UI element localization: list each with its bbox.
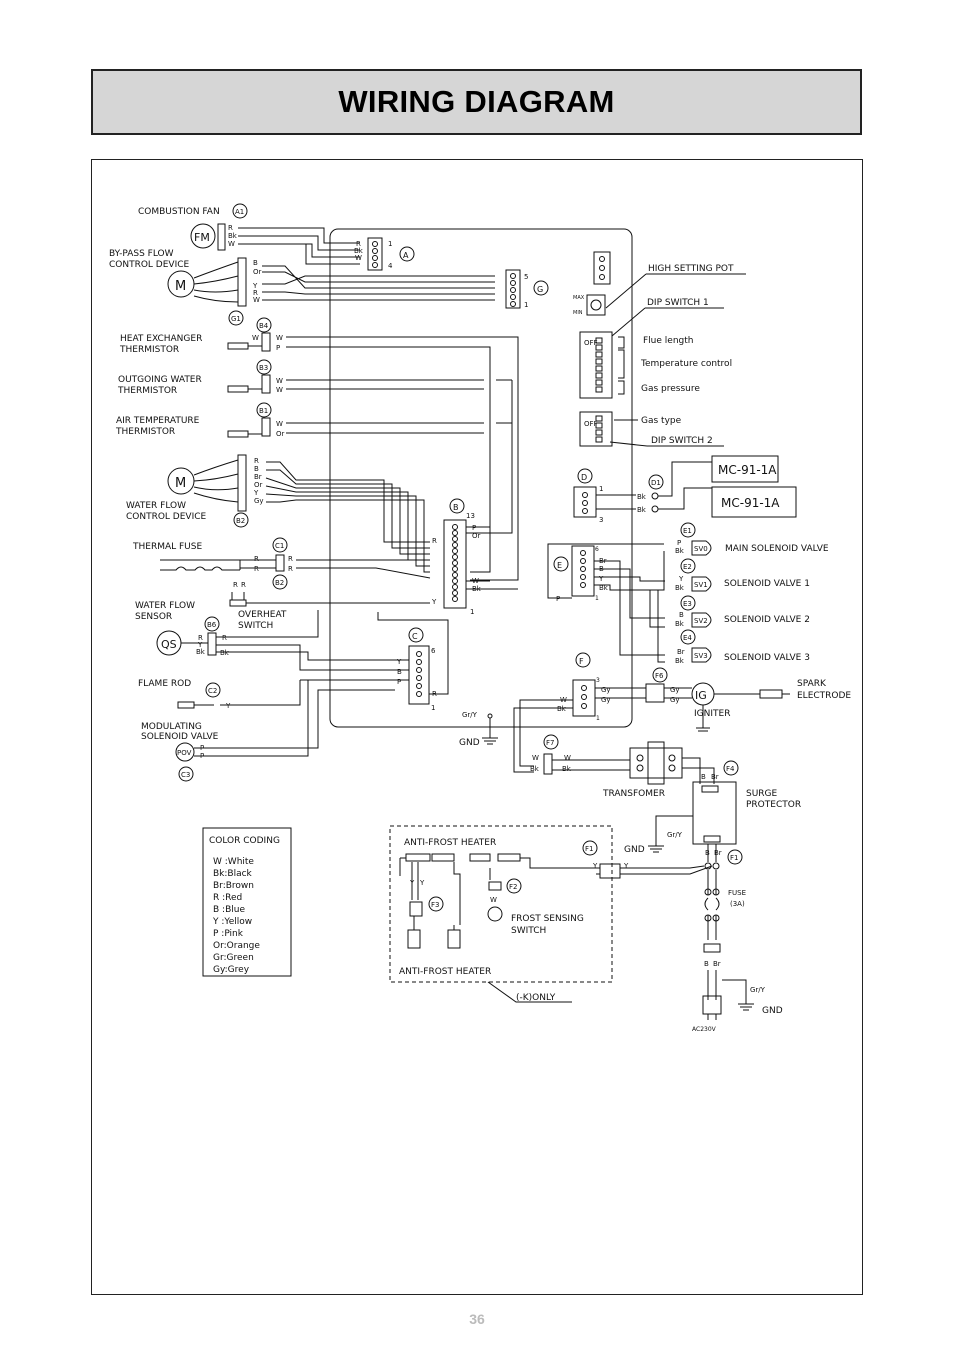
sv0-label: SV0 <box>694 545 708 553</box>
b-right-wires <box>466 380 518 589</box>
sv0-bk: Bk <box>675 547 684 555</box>
hx-w2: W <box>276 334 283 342</box>
bypass-connector <box>238 258 246 306</box>
pin <box>373 263 378 268</box>
tr-bk2: Bk <box>562 765 571 773</box>
c-p: P <box>397 678 402 686</box>
f-gy2: Gy <box>601 696 611 704</box>
b-or: Or <box>472 532 481 540</box>
wf-br: Br <box>254 473 262 481</box>
sv3-bk: Bk <box>675 657 684 665</box>
af-connector-l <box>410 902 422 916</box>
wf-y: Y <box>254 489 259 497</box>
tr-out <box>682 758 714 784</box>
ws-label-1: WATER FLOW <box>135 601 196 611</box>
plug-pins <box>708 1014 716 1020</box>
air-label-1: AIR TEMPERATURE <box>116 416 200 426</box>
gny-label-2: Gr/Y <box>667 831 682 839</box>
oh-r1: R <box>233 581 238 589</box>
sv1-bk: Bk <box>675 584 684 592</box>
main-sv-label: MAIN SOLENOID VALVE <box>725 544 829 554</box>
spark-wire <box>714 690 790 698</box>
spark-label-1: SPARK <box>797 679 826 689</box>
sp-b2: B <box>705 849 710 857</box>
f4-label: F4 <box>726 765 735 773</box>
min-label: MIN <box>573 310 583 316</box>
frost-switch-connector <box>489 882 501 890</box>
pin <box>669 765 675 771</box>
af-bottom-wires <box>414 916 454 930</box>
dip1-o: OFF <box>584 339 598 347</box>
c-y: Y <box>397 658 402 666</box>
b2-label: B2 <box>275 579 285 587</box>
page-number: 36 <box>469 1311 485 1327</box>
mn-br: Br <box>713 960 721 968</box>
ac-label: AC230V <box>692 1026 716 1033</box>
air-or: Or <box>276 430 285 438</box>
pin <box>600 275 605 280</box>
af-heater-l <box>408 930 420 948</box>
bypass-label-1: BY-PASS FLOW <box>109 249 174 259</box>
fm-label: FM <box>194 231 210 244</box>
wf-m: M <box>175 476 187 491</box>
surge-bot-terminal <box>704 836 720 842</box>
flame-rod-label: FLAME ROD <box>138 679 192 689</box>
sv2-label: SV2 <box>694 617 708 625</box>
sv0-p: P <box>677 539 682 547</box>
dip2-label: DIP SWITCH 2 <box>651 436 713 446</box>
pin <box>583 501 588 506</box>
dip1-braces <box>618 337 624 394</box>
surge-label-1: SURGE <box>746 789 778 799</box>
af-y4: Y <box>624 862 629 870</box>
hx-connector <box>262 333 270 351</box>
af-y1: Y <box>410 879 415 887</box>
plug-icon <box>703 996 721 1014</box>
cc-item: Gy:Grey <box>213 965 250 975</box>
surge-protector <box>693 782 736 844</box>
pin <box>600 266 605 271</box>
pin <box>511 302 516 307</box>
ow-label-1: OUTGOING WATER <box>118 375 202 385</box>
f1-label-right: F1 <box>730 854 739 862</box>
wf-connector <box>238 455 246 511</box>
gnd-point <box>488 714 492 718</box>
surge-top-terminal <box>702 786 718 792</box>
spark-label-2: ELECTRODE <box>797 691 852 701</box>
ig-connector <box>646 684 664 702</box>
air-label-2: THERMISTOR <box>116 427 176 437</box>
mc-label-2: MC-91-1A <box>721 496 780 510</box>
sp-br2: Br <box>714 849 722 857</box>
tf-connector <box>276 555 284 571</box>
ow-connector <box>262 375 270 393</box>
e-pin6: 6 <box>595 546 599 553</box>
cc-item: Y :Yellow <box>213 917 253 927</box>
fr-y: Y <box>226 702 231 710</box>
f-bk: Bk <box>557 705 566 713</box>
c-wires <box>300 612 448 694</box>
mod-p2: P <box>200 752 205 760</box>
d-terminal-2 <box>652 506 658 512</box>
cc-item: B :Blue <box>213 905 245 915</box>
e-pin1: 1 <box>595 595 599 602</box>
bypass-label-2: CONTROL DEVICE <box>109 260 190 270</box>
f-pin1: 1 <box>596 715 600 722</box>
g1-label: G1 <box>231 315 241 323</box>
pot-knob <box>591 300 601 310</box>
g-label: G <box>537 285 544 294</box>
pin <box>600 257 605 262</box>
sp-br: Br <box>711 773 719 781</box>
f2-label: F2 <box>509 883 518 891</box>
bp-r: R <box>253 289 258 297</box>
tr-w: W <box>532 754 539 762</box>
tf-r1: R <box>254 555 259 563</box>
cc-item: Or:Orange <box>213 941 260 951</box>
e4-label: E4 <box>683 634 692 642</box>
connector-e-pins <box>581 551 586 588</box>
ig-label: IG <box>695 689 707 702</box>
tr-w2: W <box>564 754 571 762</box>
sv2-name: SOLENOID VALVE 2 <box>724 615 810 625</box>
af-label-2: ANTI-FROST HEATER <box>399 967 492 977</box>
pin <box>373 256 378 261</box>
cc-item: R :Red <box>213 893 243 903</box>
e-b: B <box>599 565 604 573</box>
a-bk: Bk <box>354 247 363 255</box>
anti-frost-box <box>390 826 612 982</box>
ig-gy1: Gy <box>670 686 680 694</box>
bypass-wires <box>262 266 495 300</box>
cc-item: W :White <box>213 857 254 867</box>
b-pin1: 1 <box>470 608 475 616</box>
sv3-label: SV3 <box>694 652 708 660</box>
tf-r2: R <box>254 565 259 573</box>
mod-wires <box>194 680 395 756</box>
hx-thermistor-icon <box>228 343 248 349</box>
ws-connector <box>208 633 216 655</box>
mod-label-2: SOLENOID VALVE <box>141 732 219 742</box>
flue-label: Flue length <box>643 336 694 346</box>
g-pin1: 1 <box>524 301 529 309</box>
b6-label: B6 <box>207 621 217 629</box>
f6-label: F6 <box>655 672 664 680</box>
gasp-label: Gas pressure <box>641 384 700 394</box>
cc-item: Bk:Black <box>213 869 252 879</box>
gnd-label-3: GND <box>762 1006 783 1016</box>
wf-r: R <box>254 457 259 465</box>
af-to-mains <box>596 866 712 874</box>
hx-wires <box>248 337 518 580</box>
c3-label: C3 <box>181 771 191 779</box>
b-p: P <box>472 524 477 532</box>
a1-label: A1 <box>235 208 245 216</box>
mod-label-1: MODULATING <box>141 722 202 732</box>
fan-w: W <box>228 240 235 248</box>
pot-icon <box>587 295 605 315</box>
f1-label-af: F1 <box>585 845 594 853</box>
af-heater-r <box>448 930 460 948</box>
c-b: B <box>397 668 402 676</box>
af-y2: Y <box>420 879 425 887</box>
b1-label: B1 <box>259 407 269 415</box>
f-pin3: 3 <box>596 677 600 684</box>
frost-switch-icon <box>488 907 502 921</box>
hx-w: W <box>252 334 259 342</box>
tf-r3: R <box>288 555 293 563</box>
b-label: B <box>453 503 459 512</box>
temp-label: Temperature control <box>641 359 733 369</box>
c1-label: C1 <box>275 542 285 550</box>
cc-item: Br:Brown <box>213 881 254 891</box>
connector-c-pins <box>417 652 422 697</box>
combustion-fan-label: COMBUSTION FAN <box>138 207 220 217</box>
sv1-label: SV1 <box>694 581 708 589</box>
pin <box>637 765 643 771</box>
bp-b: B <box>253 259 258 267</box>
frost-label-2: SWITCH <box>511 926 547 936</box>
e-y: Y <box>599 575 604 583</box>
b-r: R <box>432 537 437 545</box>
mc-label-1: MC-91-1A <box>718 463 777 477</box>
color-coding-list <box>212 857 260 975</box>
pin <box>511 274 516 279</box>
af-heaters <box>406 854 520 861</box>
cc-item: Gr:Green <box>213 953 254 963</box>
air-w: W <box>276 420 283 428</box>
f7-label: F7 <box>546 739 555 747</box>
pin <box>511 295 516 300</box>
gnd-label-2: GND <box>624 845 645 855</box>
d-pin3: 3 <box>599 516 604 524</box>
fan-connector <box>218 224 225 250</box>
d-terminal-1 <box>652 493 658 499</box>
hx-label-1: HEAT EXCHANGER <box>120 334 203 344</box>
sv2-b: B <box>679 611 684 619</box>
sp-b: B <box>701 773 706 781</box>
wf-b: B <box>254 465 259 473</box>
bypass-harness <box>194 262 238 302</box>
c2-label: C2 <box>208 687 218 695</box>
bp-w: W <box>253 296 260 304</box>
wf-or: Or <box>254 481 263 489</box>
hsp-label: HIGH SETTING POT <box>648 264 734 274</box>
terminal <box>713 863 719 869</box>
connector-b <box>444 520 466 608</box>
connector-f-pins <box>582 686 587 709</box>
e1-label: E1 <box>683 527 692 535</box>
b-pin13: 13 <box>466 512 475 520</box>
thermal-fuse-icon <box>160 560 240 570</box>
ig-gy2: Gy <box>670 696 680 704</box>
c-pin6: 6 <box>431 647 436 655</box>
a-pin4: 4 <box>388 262 393 270</box>
b-y: Y <box>432 598 437 606</box>
sv3-name: SOLENOID VALVE 3 <box>724 653 810 663</box>
f3-label: F3 <box>431 901 440 909</box>
d-pin1: 1 <box>599 485 604 493</box>
air-thermistor-icon <box>228 431 248 437</box>
pin <box>669 755 675 761</box>
d-bk1: Bk <box>637 493 646 501</box>
sv3-br: Br <box>677 648 685 656</box>
connector-b-pins <box>453 525 458 602</box>
b5-label: B2 <box>236 517 246 525</box>
gny-label: Gr/Y <box>462 711 477 719</box>
ow-w: W <box>276 377 283 385</box>
dip1-leader <box>612 308 724 336</box>
tf-r4: R <box>288 565 293 573</box>
fuse-3a: (3A) <box>730 900 745 908</box>
ow-wires <box>248 380 512 389</box>
ws-r: R <box>198 634 203 642</box>
ow-label-2: THERMISTOR <box>118 386 178 396</box>
af-y3: Y <box>593 862 598 870</box>
bp-y: Y <box>253 282 258 290</box>
b3-label: B3 <box>259 364 269 372</box>
cc-item: P :Pink <box>213 929 243 939</box>
pin <box>511 281 516 286</box>
fan-bk: Bk <box>228 232 237 240</box>
af-mains-connector <box>600 864 620 878</box>
d-label: D <box>581 473 588 482</box>
b-bk: Bk <box>472 585 481 593</box>
ws-bk: Bk <box>196 648 205 656</box>
tr-bk: Bk <box>530 765 539 773</box>
pin <box>637 755 643 761</box>
e-bk: Bk <box>599 584 608 592</box>
flame-rod-icon <box>178 702 194 708</box>
air-wires <box>248 423 512 434</box>
wf-harness <box>194 460 238 502</box>
air-connector <box>262 418 270 436</box>
fuse-label: FUSE <box>728 889 747 897</box>
dip2-o: OFF <box>584 420 598 428</box>
gnd-symbol-1 <box>482 718 498 744</box>
tr-connector <box>544 754 552 774</box>
c-pin1: 1 <box>431 704 436 712</box>
pin <box>583 509 588 514</box>
d-bk2: Bk <box>637 506 646 514</box>
fan-r: R <box>228 224 233 232</box>
f-w: W <box>560 696 567 704</box>
gnd-label-1: GND <box>459 738 480 748</box>
ws-r2: R <box>222 634 227 642</box>
transformer-icon <box>630 748 682 778</box>
b4-label: B4 <box>259 322 269 330</box>
surge-label-2: PROTECTOR <box>746 800 802 810</box>
mains-connector <box>704 944 720 952</box>
page-title: WIRING DIAGRAM <box>338 84 615 119</box>
f-gy1: Gy <box>601 686 611 694</box>
qs-label: QS <box>161 638 177 651</box>
c-label: C <box>412 632 418 641</box>
dip1-label: DIP SWITCH 1 <box>647 298 709 308</box>
oh-label-2: SWITCH <box>238 621 274 631</box>
a-pin1: 1 <box>388 240 393 248</box>
g-pin5: 5 <box>524 273 529 281</box>
sv1-name: SOLENOID VALVE 1 <box>724 579 810 589</box>
ws-bk2: Bk <box>220 649 229 657</box>
max-label: MAX <box>573 295 585 301</box>
oh-label-1: OVERHEAT <box>238 610 287 620</box>
mod-p: P <box>200 744 205 752</box>
ws-label-2: SENSOR <box>135 612 173 622</box>
bp-or: Or <box>253 268 262 276</box>
oh-r2: R <box>241 581 246 589</box>
wf-label-1: WATER FLOW <box>126 501 187 511</box>
mains-gnd <box>722 980 754 1010</box>
e-br: Br <box>599 557 607 565</box>
af-label-1: ANTI-FROST HEATER <box>404 838 497 848</box>
frost-label-1: FROST SENSING <box>511 914 584 924</box>
ow-w2: W <box>276 386 283 394</box>
a-r: R <box>356 240 361 248</box>
a-label: A <box>403 251 409 260</box>
thermal-fuse-label: THERMAL FUSE <box>133 542 203 552</box>
ow-thermistor-icon <box>228 386 248 392</box>
a-w: W <box>355 254 362 262</box>
tf-wires <box>240 560 430 578</box>
pin <box>373 249 378 254</box>
bypass-m: M <box>175 279 187 294</box>
ws-wires <box>181 610 395 670</box>
e3-label: E3 <box>683 600 692 608</box>
pin <box>511 288 516 293</box>
hx-p: P <box>276 344 281 352</box>
wf-gy: Gy <box>254 497 264 505</box>
ws-y: Y <box>198 641 203 649</box>
fuse-icon <box>705 898 719 910</box>
color-coding-title: COLOR CODING <box>209 836 280 846</box>
e-label: E <box>557 561 563 570</box>
e-p: P <box>556 595 561 603</box>
c-r: R <box>432 690 437 698</box>
e2-label: E2 <box>683 563 692 571</box>
transformer-label: TRANSFOMER <box>603 789 665 799</box>
wf-label-2: CONTROL DEVICE <box>126 512 207 522</box>
gny-label-3: Gr/Y <box>750 986 765 994</box>
fs-ww: W <box>490 896 497 904</box>
overheat-switch-icon <box>230 592 246 606</box>
sv2-bk: Bk <box>675 620 684 628</box>
f-label: F <box>579 657 584 666</box>
pov-label: POV <box>177 749 192 757</box>
pin <box>583 493 588 498</box>
d1-label: D1 <box>651 479 661 487</box>
mn-b: B <box>704 960 709 968</box>
connector-d <box>574 487 596 517</box>
hx-label-2: THERMISTOR <box>120 345 180 355</box>
pin <box>373 242 378 247</box>
igniter-label: IGNITER <box>694 709 731 719</box>
sv1-y: Y <box>679 575 684 583</box>
b-w: W <box>472 577 479 585</box>
connector-g <box>506 270 520 308</box>
konly-label: (-K)ONLY <box>516 993 556 1003</box>
gast-label: Gas type <box>641 416 682 426</box>
